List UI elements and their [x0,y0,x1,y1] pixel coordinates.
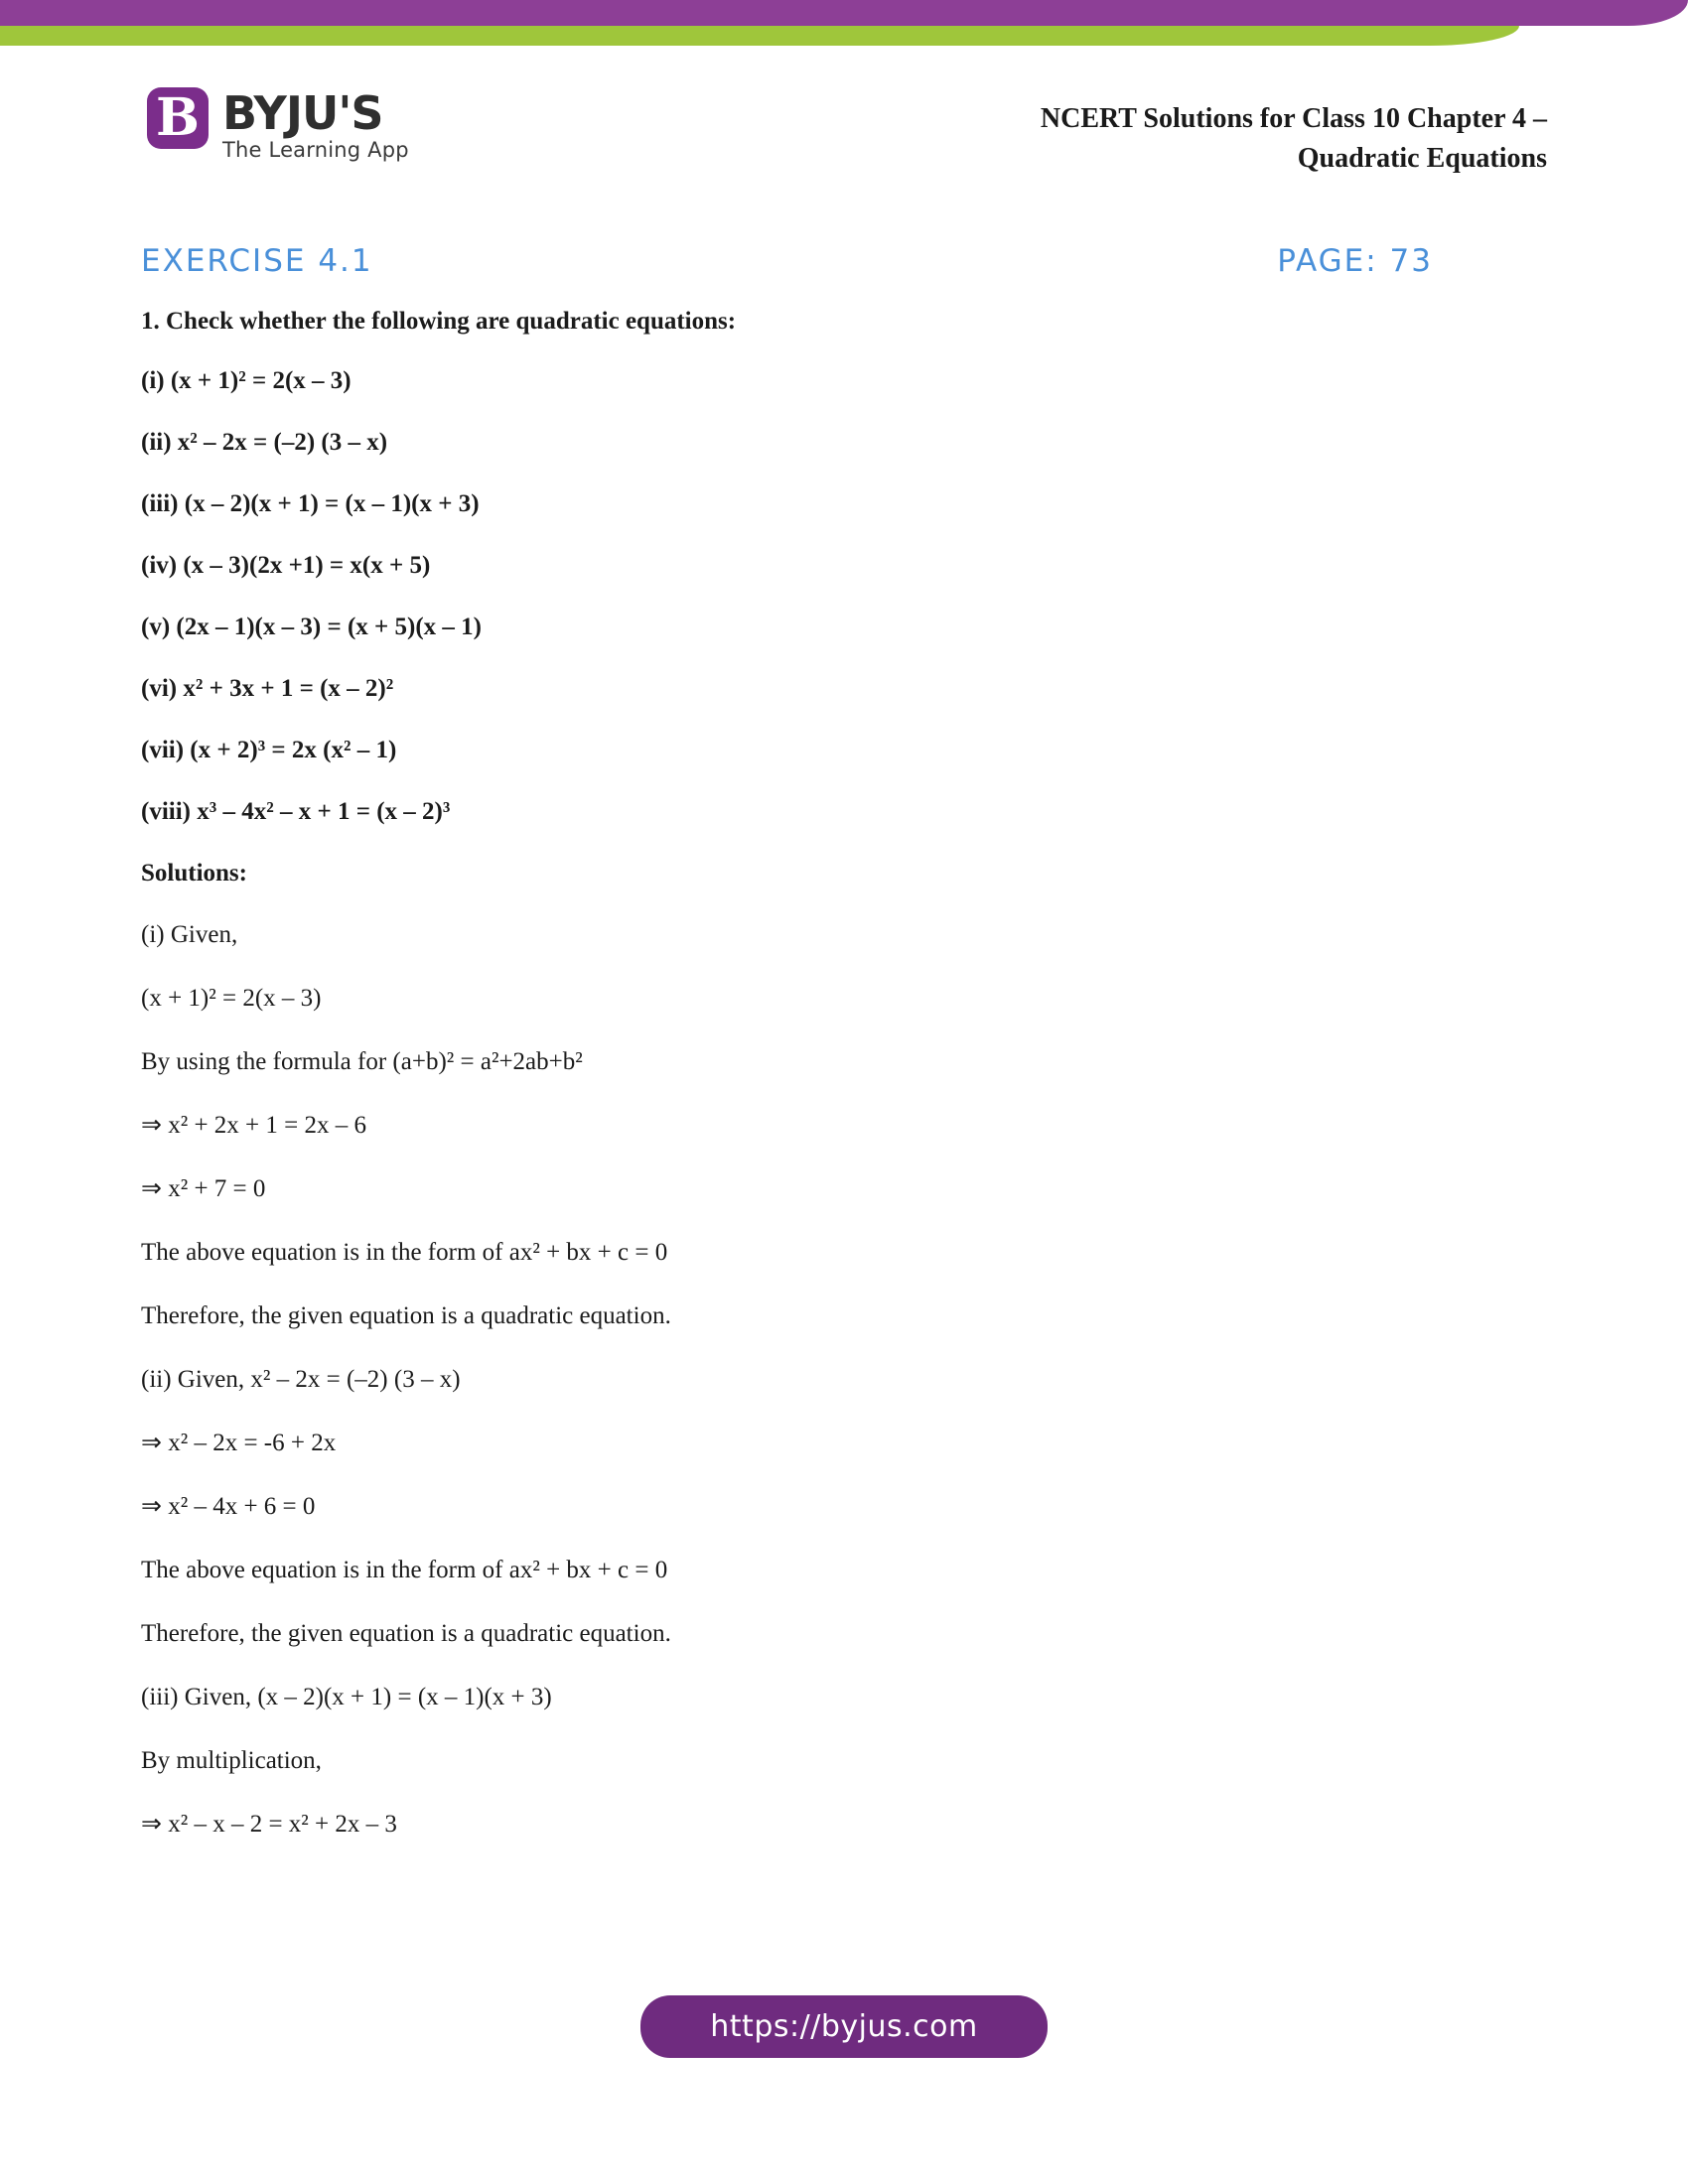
bar-gap [1519,26,1688,46]
solution-line: (x + 1)² = 2(x – 3) [141,985,322,1012]
exercise-header [141,243,1547,279]
page-number-label: PAGE: 73 [1277,243,1433,279]
logo-letter: B [156,87,200,148]
green-bar [0,26,1519,46]
solution-line: Therefore, the given equation is a quadratic equation. [141,1302,671,1329]
top-decoration [0,0,1688,46]
question-item: (vi) x² + 3x + 1 = (x – 2)² [141,675,394,702]
question-item: (v) (2x – 1)(x – 3) = (x + 5)(x – 1) [141,614,482,640]
question-item: (iii) (x – 2)(x + 1) = (x – 1)(x + 3) [141,490,480,517]
website-url-button[interactable]: https://byjus.com [640,1995,1047,2058]
solution-line: ⇒ x² – 4x + 6 = 0 [141,1493,316,1520]
question-item: (i) (x + 1)² = 2(x – 3) [141,367,352,394]
solution-line: The above equation is in the form of ax² + bx + c = 0 [141,1557,668,1583]
byjus-logo [147,87,409,163]
page-title-line1: NCERT Solutions for Class 10 Chapter 4 – [1040,103,1547,134]
question-item: (ii) x² – 2x = (–2) (3 – x) [141,429,388,456]
page-title-line2: Quadratic Equations [1297,143,1547,174]
solution-line: ⇒ x² – 2x = -6 + 2x [141,1430,337,1456]
solution-line: By multiplication, [141,1747,322,1774]
brand-tagline: The Learning App [222,138,409,162]
question-item: (vii) (x + 2)³ = 2x (x² – 1) [141,737,397,763]
solution-line: ⇒ x² – x – 2 = x² + 2x – 3 [141,1811,397,1838]
solution-line: By using the formula for (a+b)² = a²+2ab+b² [141,1048,583,1075]
page-footer [0,1995,1688,2058]
question-heading: 1. Check whether the following are quadratic equations: [141,308,737,335]
question-item: (viii) x³ – 4x² – x + 1 = (x – 2)³ [141,798,451,825]
solution-line: Therefore, the given equation is a quadratic equation. [141,1620,671,1647]
page-header [0,69,1688,179]
solution-line: (iii) Given, (x – 2)(x + 1) = (x – 1)(x + 3) [141,1684,552,1710]
page-title [852,99,1547,179]
question-item: (iv) (x – 3)(2x +1) = x(x + 5) [141,552,431,579]
solution-line: ⇒ x² + 7 = 0 [141,1175,266,1202]
brand-name: BYJU'S [222,86,383,140]
logo-text [222,87,409,163]
solution-line: The above equation is in the form of ax² + bx + c = 0 [141,1239,668,1266]
purple-bar [0,0,1688,26]
solution-line: (i) Given, [141,921,238,948]
exercise-label: EXERCISE 4.1 [141,243,373,279]
solution-line: (ii) Given, x² – 2x = (–2) (3 – x) [141,1366,461,1393]
logo-mark-icon [147,87,209,149]
document-body [141,243,1547,1873]
solutions-heading: Solutions: [141,860,247,887]
solution-line: ⇒ x² + 2x + 1 = 2x – 6 [141,1112,366,1139]
